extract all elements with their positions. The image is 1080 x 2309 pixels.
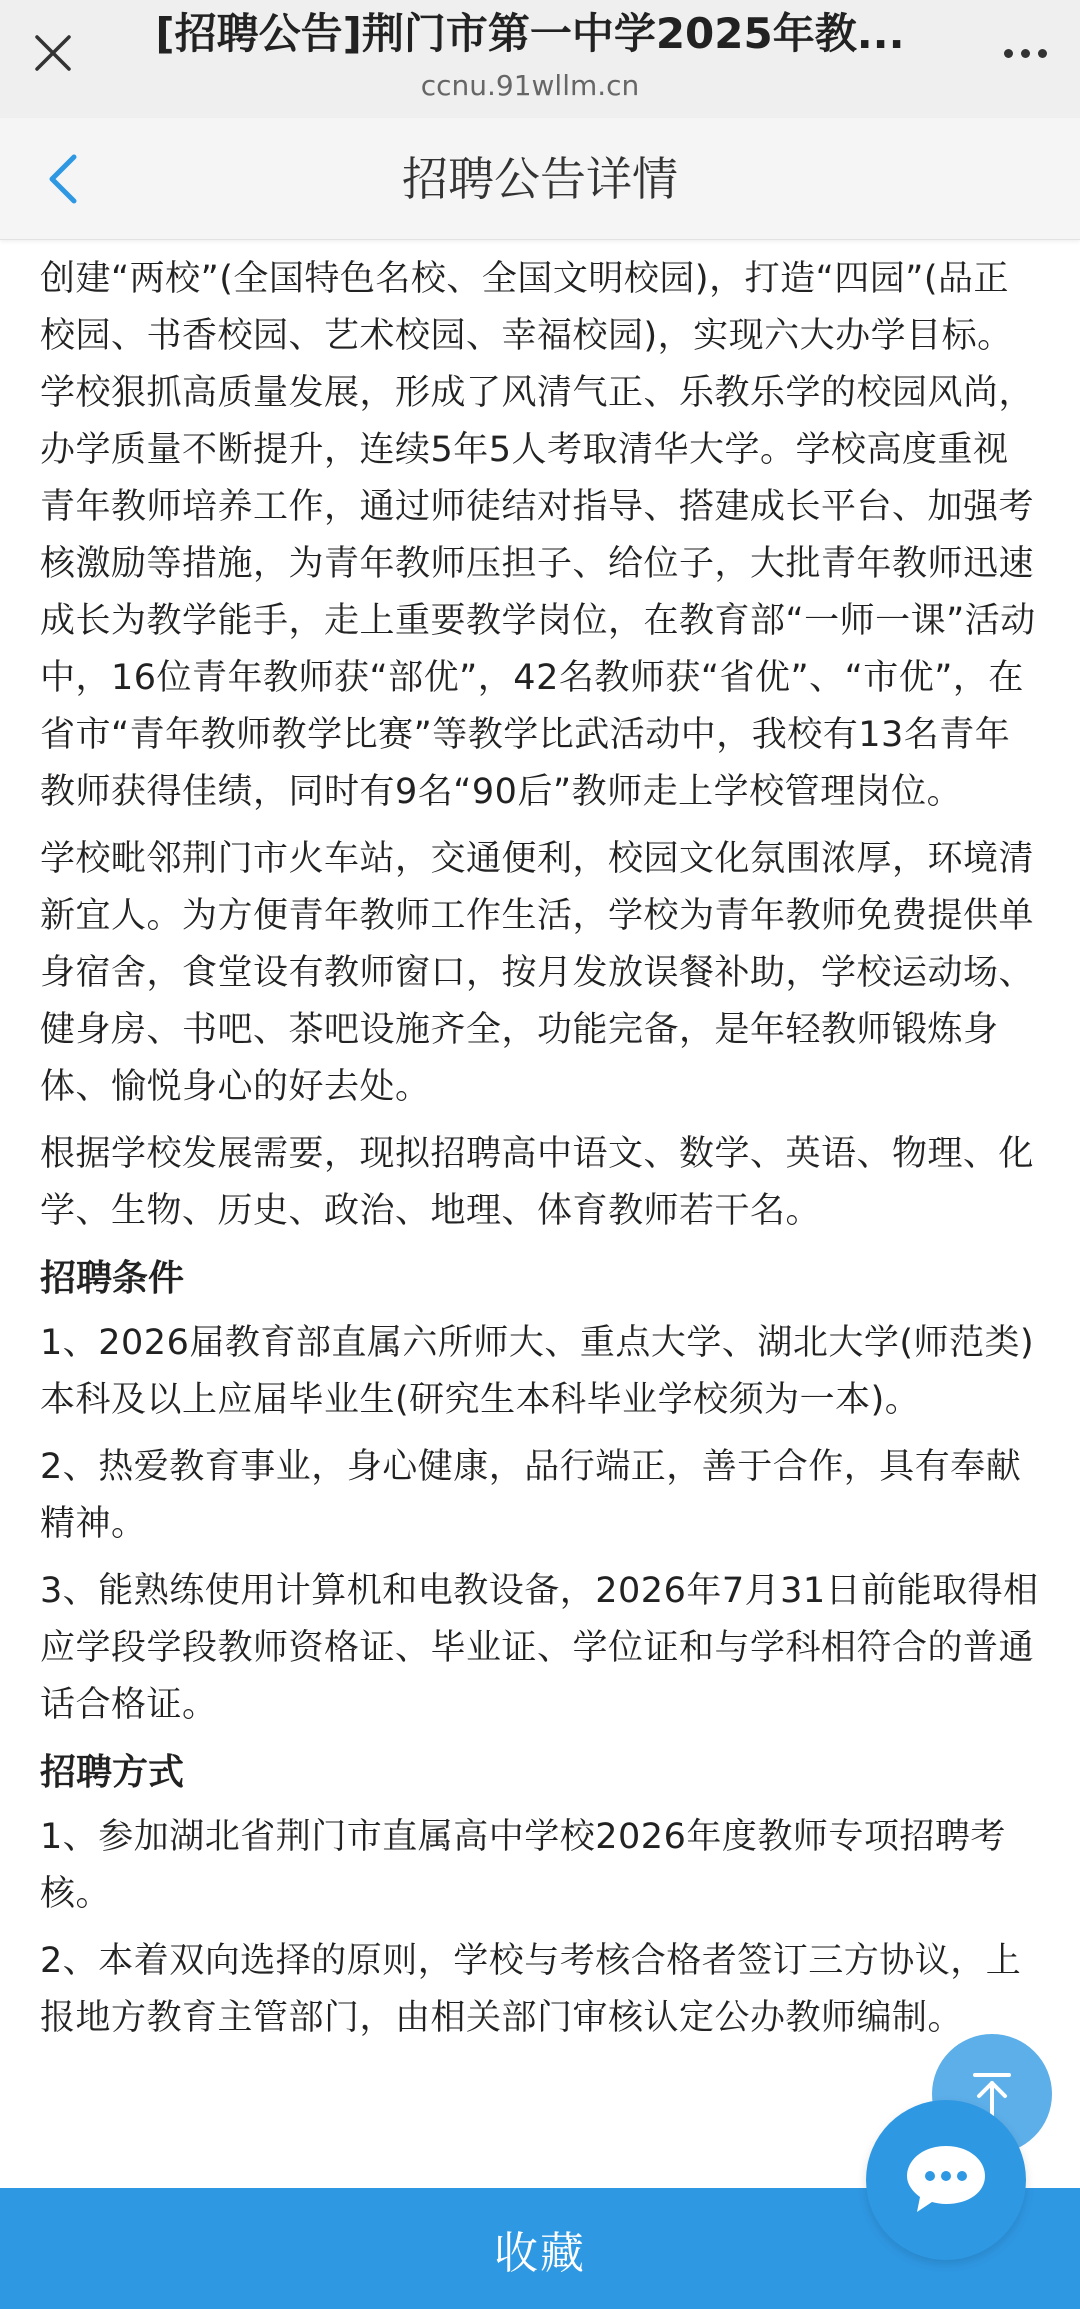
chat-button[interactable] (866, 2100, 1026, 2260)
close-button[interactable] (18, 18, 88, 88)
article-content[interactable] (0, 242, 1080, 2188)
condition-item-1: 1、2026届教育部直属六所师大、重点大学、湖北大学(师范类)本科及以上应届毕业生(研究生本科毕业学校须为一本)。 (40, 1323, 1035, 1420)
browser-bar (0, 0, 1080, 118)
method-item-2: 2、本着双向选择的原则，学校与考核合格者签订三方协议，上报地方教育主管部门，由相关部门审核认定公办教师编制。 (40, 1941, 1022, 2038)
close-icon (33, 33, 73, 73)
condition-item-3: 3、能熟练使用计算机和电教设备，2026年7月31日前能取得相应学段学段教师资格证、毕业证、学位证和与学科相符合的普通话合格证。 (40, 1571, 1039, 1725)
more-icon (1004, 49, 1013, 58)
section-title-method: 招聘方式 (40, 1752, 185, 1793)
condition-item-2: 2、热爱教育事业，身心健康，品行端正，善于合作，具有奉献精神。 (40, 1447, 1022, 1544)
favorite-button-label: 收藏 (494, 2227, 586, 2279)
more-button[interactable] (990, 28, 1060, 78)
intro-paragraph-3: 根据学校发展需要，现拟招聘高中语文、数学、英语、物理、化学、生物、历史、政治、地理、体育教师若干名。 (40, 1134, 1035, 1231)
intro-paragraph-2: 学校毗邻荆门市火车站，交通便利，校园文化氛围浓厚，环境清新宜人。为方便青年教师工作生活，学校为青年教师免费提供单身宿舍，食堂设有教师窗口，按月发放误餐补助，学校运动场、健身房、书吧、茶吧设施齐全，功能完备，是年轻教师锻炼身体、愉悦身心的好去处。 (40, 839, 1035, 1107)
chevron-left-icon (46, 153, 80, 205)
section-title-conditions: 招聘条件 (40, 1258, 185, 1299)
chat-bubble-icon (901, 2140, 991, 2220)
browser-page-title: [招聘公告]荆门市第一中学2025年教... (155, 9, 905, 58)
method-item-1: 1、参加湖北省荆门市直属高中学校2026年度教师专项招聘考核。 (40, 1817, 1006, 1914)
browser-url: ccnu.91wllm.cn (420, 69, 640, 102)
intro-paragraph-1: 创建“两校”(全国特色名校、全国文明校园)，打造“四园”(品正校园、书香校园、艺术校园、幸福校园)，实现六大办学目标。学校狠抓高质量发展，形成了风清气正、乐教乐学的校园风尚，办学质量不断提升，连续5年5人考取清华大学。学校高度重视青年教师培养工作，通过师徒结对指导、搭建成长平台、加强考核激励等措施，为青年教师压担子、给位子，大批青年教师迅速成长为教学能手，走上重要教学岗位，在教育部“一师一课”活动中，16位青年教师获“部优”，42名教师获“省优”、“市优”，在省市“青年教师教学比赛”等教学比武活动中，我校有13名青年教师获得佳绩，同时有9名“90后”教师走上学校管理岗位。 (40, 259, 1036, 812)
app-header (0, 118, 1080, 240)
back-button[interactable] (28, 144, 98, 214)
page-title: 招聘公告详情 (402, 152, 678, 206)
